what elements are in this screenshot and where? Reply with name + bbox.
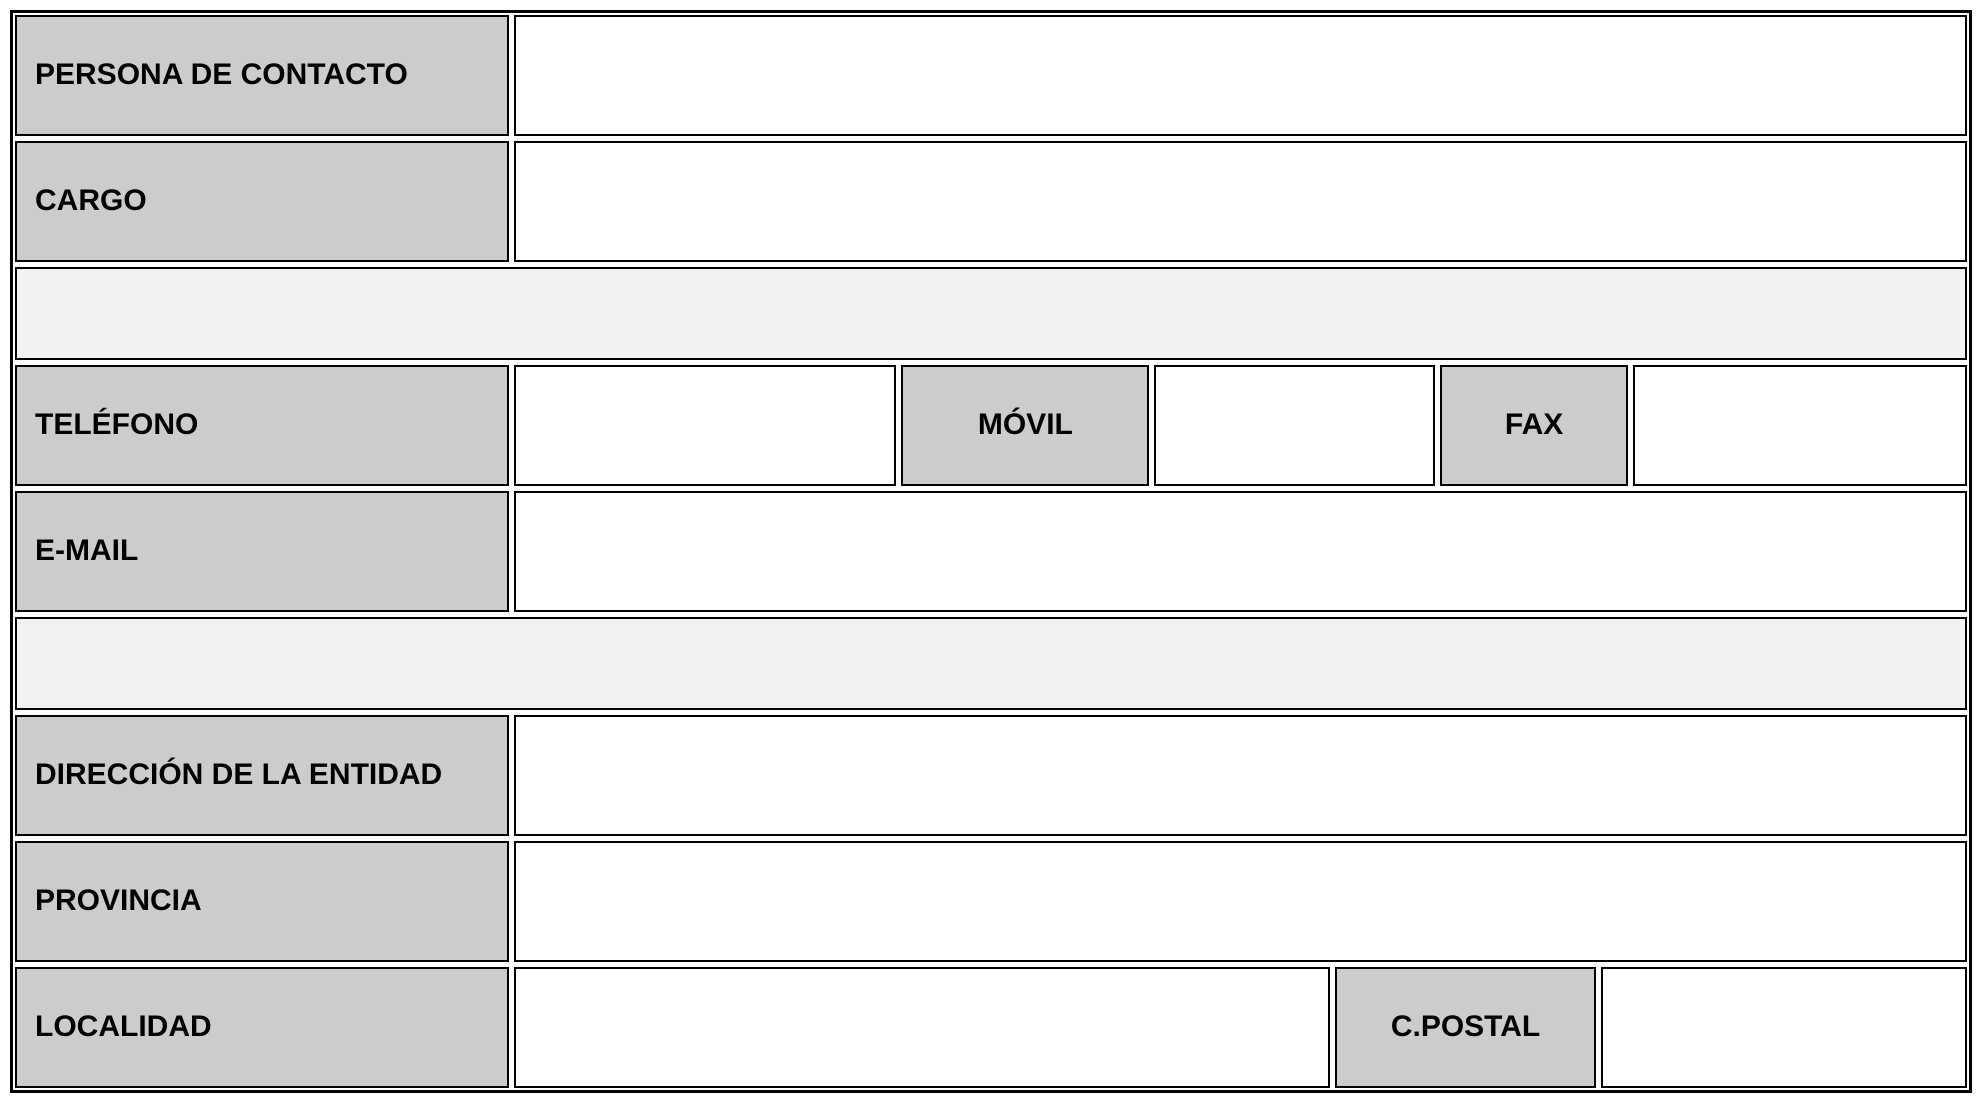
email-label: E-MAIL [15, 491, 509, 612]
localidad-field[interactable] [514, 967, 1330, 1088]
movil-field[interactable] [1154, 365, 1435, 486]
row-email [15, 491, 1967, 612]
row-localidad-cpostal [15, 967, 1967, 1088]
persona-de-contacto-label: PERSONA DE CONTACTO [15, 15, 509, 136]
email-field[interactable] [514, 491, 1967, 612]
fax-field[interactable] [1633, 365, 1967, 486]
provincia-field[interactable] [514, 841, 1967, 962]
row-telefono-movil-fax [15, 365, 1967, 486]
row-direccion-entidad [15, 715, 1967, 836]
persona-de-contacto-field[interactable] [514, 15, 1967, 136]
cpostal-label: C.POSTAL [1335, 967, 1597, 1088]
cpostal-field[interactable] [1601, 967, 1967, 1088]
contact-form-table [10, 10, 1972, 1093]
cargo-label: CARGO [15, 141, 509, 262]
row-provincia [15, 841, 1967, 962]
row-persona-de-contacto [15, 15, 1967, 136]
cargo-field[interactable] [514, 141, 1967, 262]
movil-label: MÓVIL [901, 365, 1149, 486]
row-cargo [15, 141, 1967, 262]
separator-row-2 [15, 617, 1967, 710]
provincia-label: PROVINCIA [15, 841, 509, 962]
telefono-field[interactable] [514, 365, 897, 486]
separator-band [15, 267, 1967, 360]
direccion-entidad-label: DIRECCIÓN DE LA ENTIDAD [15, 715, 509, 836]
fax-label: FAX [1440, 365, 1627, 486]
separator-row-1 [15, 267, 1967, 360]
localidad-label: LOCALIDAD [15, 967, 509, 1088]
direccion-entidad-field[interactable] [514, 715, 1967, 836]
telefono-label: TELÉFONO [15, 365, 509, 486]
separator-band [15, 617, 1967, 710]
